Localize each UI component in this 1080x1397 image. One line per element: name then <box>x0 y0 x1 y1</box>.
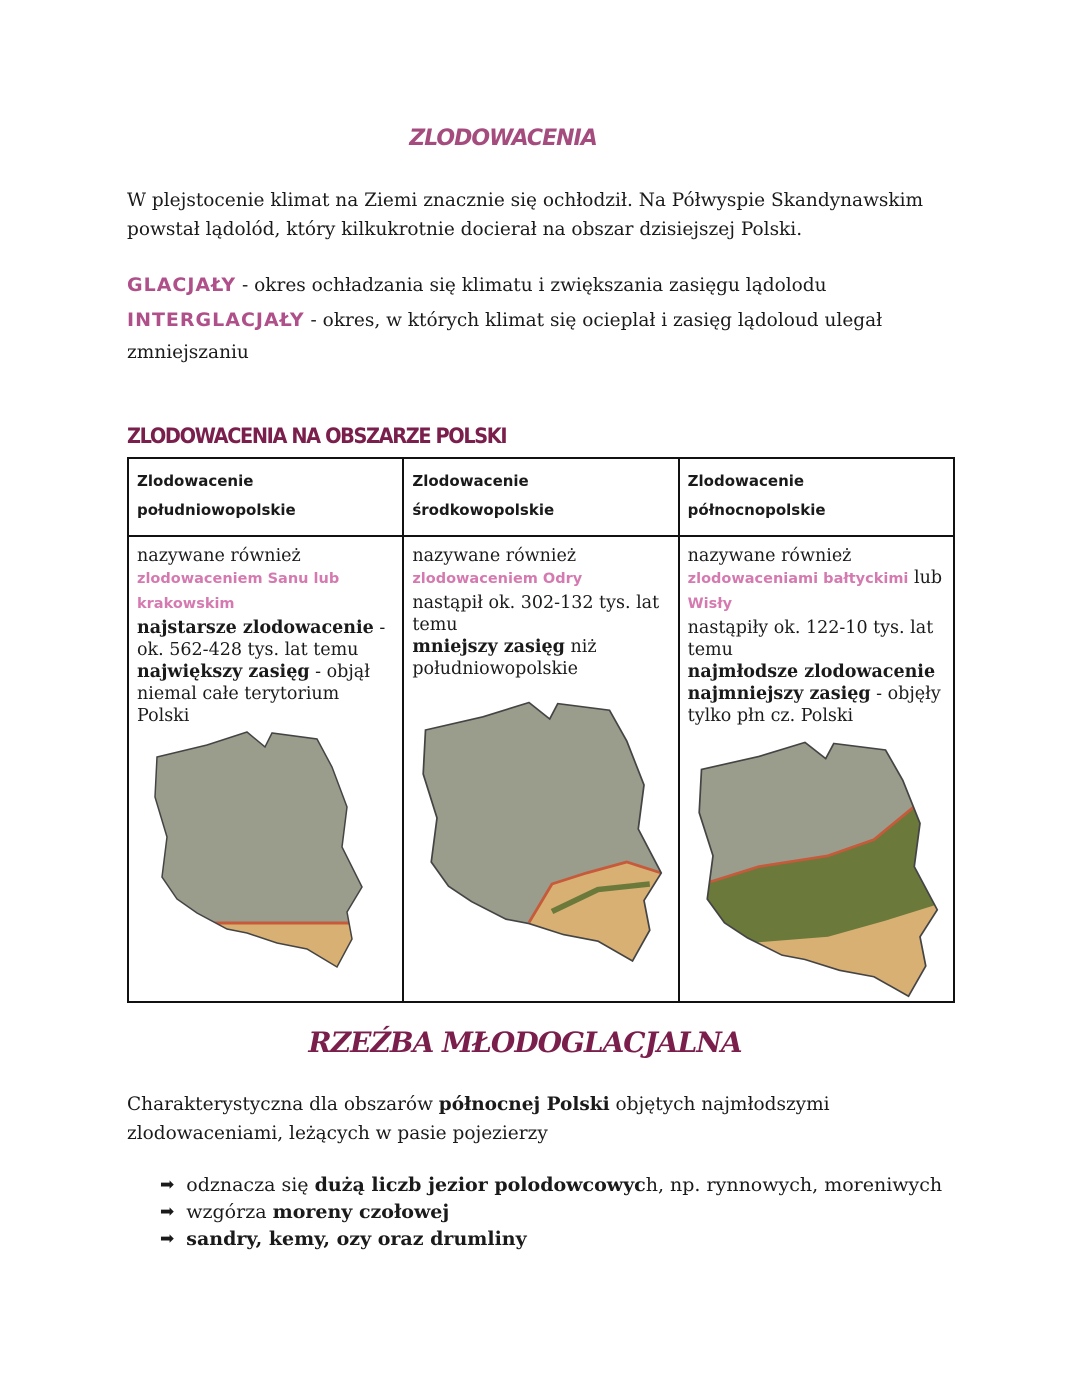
cell-middle <box>403 536 678 1002</box>
bold-text: najmniejszy zasięg <box>687 684 871 704</box>
alt-name: Wisły <box>687 596 733 612</box>
text: nastąpił ok. 302-132 tys. lat temu <box>412 593 660 635</box>
bold-text: sandry, kemy, ozy oraz drumliny <box>186 1228 527 1250</box>
page-title: ZLODOWACENIA <box>409 126 597 151</box>
text: objętych najmłodszymi zlodowaceniami, leżących w pasie pojezierzy <box>127 1094 830 1144</box>
map-middle-glaciation <box>414 697 674 967</box>
bold-text: północnej Polsk <box>438 1094 603 1115</box>
bold-text: najstarsze zlodowacenie <box>137 618 374 638</box>
text: Charakterystyczna dla obszarów <box>127 1094 439 1115</box>
cell-north <box>679 536 954 1002</box>
header-south: Zlodowacenie południowopolskie <box>128 458 403 536</box>
arrow-right-icon: ➡ <box>160 1229 175 1249</box>
text: wzgórza <box>186 1201 273 1223</box>
text: nazywane również <box>137 546 301 566</box>
definition-glacial <box>127 271 947 300</box>
bold-text: dużą liczb jezior polodowcowyc <box>314 1174 646 1196</box>
text: nastąpiły ok. 122-10 tys. lat temu <box>687 618 934 660</box>
list-item <box>160 1199 942 1226</box>
text: - objął niemal całe terytorium Polski <box>137 662 370 726</box>
section-heading-2: RZEŹBA MŁODOGLACJALNA <box>308 1026 742 1059</box>
glaciations-table <box>127 457 955 1003</box>
map-north-glaciation <box>690 737 950 1002</box>
definition-interglacial <box>127 304 947 369</box>
list-item <box>160 1226 942 1253</box>
text: h, np. rynnowych, moreniwych <box>645 1174 943 1196</box>
text: odznacza się <box>186 1174 315 1196</box>
term: GLACJAŁY <box>127 274 237 296</box>
alt-name: zlodowaceniem Odry <box>412 571 583 587</box>
header-middle: Zlodowacenie środkowopolskie <box>403 458 678 536</box>
features-list <box>160 1172 942 1253</box>
text: nazywane również <box>687 546 852 566</box>
cell-south <box>128 536 403 1002</box>
text: - objęły tylko płn cz. Polski <box>687 684 941 726</box>
paragraph-2 <box>127 1090 947 1148</box>
text: niż południowopolskie <box>412 637 597 679</box>
map-south-glaciation <box>147 727 372 977</box>
arrow-right-icon: ➡ <box>160 1175 175 1195</box>
text: nazywane również <box>412 546 577 566</box>
bold-text: mniejszy zasięg <box>412 637 565 657</box>
definition-text: - okres, w których klimat się ocieplał i zasięg lądoloud ulegał zmniejszaniu <box>127 310 883 363</box>
bold-text: najmłodsze zlodowacenie <box>687 662 936 682</box>
text: lub <box>908 568 943 588</box>
intro-paragraph: W plejstocenie klimat na Ziemi znacznie się ochłodził. Na Półwyspie Skandynawskim powstał lądolód, który kilkukrotnie docierał na obszar dzisiejszej Polski. <box>127 190 924 240</box>
bold-text: największy zasięg <box>137 662 310 682</box>
bold-text: moreny czołowej <box>272 1201 450 1223</box>
bold-text: i <box>602 1094 610 1115</box>
term: INTERGLACJAŁY <box>127 309 305 331</box>
header-north: Zlodowacenie północnopolskie <box>679 458 954 536</box>
text: - ok. 562-428 tys. lat temu <box>137 618 386 660</box>
section-heading: ZLODOWACENIA NA OBSZARZE POLSKI <box>127 424 507 448</box>
alt-name: zlodowaceniem Sanu lub krakowskim <box>137 571 340 612</box>
alt-name: zlodowaceniami bałtyckimi <box>687 571 909 587</box>
arrow-right-icon: ➡ <box>160 1202 175 1222</box>
definition-text: - okres ochładzania się klimatu i zwiększania zasięgu lądolodu <box>236 275 827 296</box>
list-item <box>160 1172 942 1199</box>
